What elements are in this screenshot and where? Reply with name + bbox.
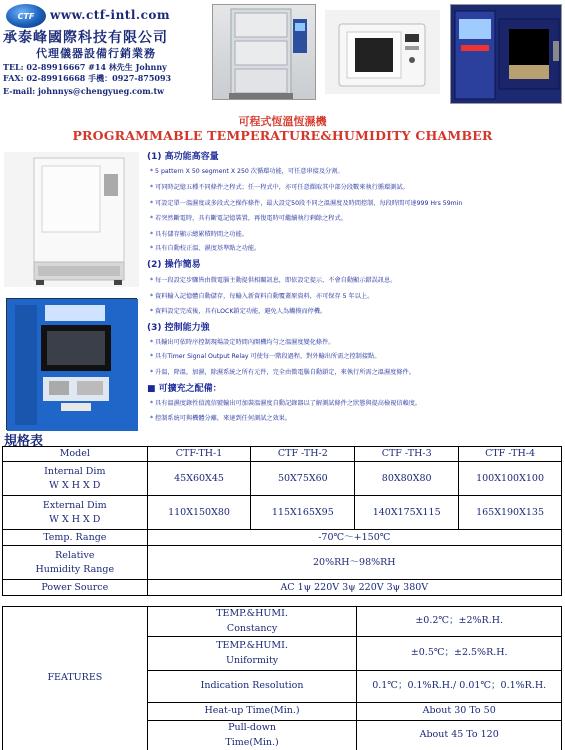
feature-value: About 45 To 120 bbox=[357, 721, 562, 750]
bullet-item: * 控制系統可與機體分離，來達到任何測試之效果。 bbox=[150, 415, 292, 422]
bullet-item: * 具有自動校正溫、濕度基準點之功能。 bbox=[150, 245, 261, 252]
table-cell: 115X165X95 bbox=[251, 496, 355, 530]
feature-value: 0.1℃；0.1%R.H./ 0.01℃；0.1%R.H. bbox=[357, 671, 562, 703]
feature-name-line: Time(Min.) bbox=[225, 736, 279, 748]
agent-line: 代理儀器設備行銷業務 bbox=[36, 47, 156, 60]
row-label-line: External Dim bbox=[42, 499, 107, 511]
section-heading-high-performance: (1) 高功能高容量 bbox=[147, 152, 219, 162]
table-cell: 45X60X45 bbox=[147, 462, 251, 496]
feature-name-line: Pull-down bbox=[228, 722, 276, 734]
table-cell: 50X75X60 bbox=[251, 462, 355, 496]
features-label: FEATURES bbox=[3, 607, 148, 750]
column-header: Model bbox=[3, 447, 148, 462]
bullet-item: * 5 pattern X 50 segment X 250 次循環功能，可任意串接及分割。 bbox=[150, 168, 344, 175]
table-cell: 80X80X80 bbox=[355, 462, 459, 496]
spec-table bbox=[2, 446, 562, 596]
row-label-line: Internal Dim bbox=[44, 465, 106, 477]
table-row bbox=[3, 546, 562, 580]
chamber-photo-blue bbox=[450, 4, 562, 104]
table-cell: 110X150X80 bbox=[147, 496, 251, 530]
bullet-item: * 具有儲存顯示總累積時間之功能。 bbox=[150, 231, 248, 238]
table-header-row bbox=[3, 447, 562, 462]
row-label bbox=[3, 462, 148, 496]
row-label: Power Source bbox=[3, 580, 148, 596]
fax-line: FAX: 02-89916668 手機：0927-875093 bbox=[3, 73, 172, 83]
table-cell: 165X190X135 bbox=[459, 496, 562, 530]
feature-name: Indication Resolution bbox=[147, 671, 357, 703]
bullet-item: * 資料設定完成後，具有LOCK鎖定功能，避免人為觸摸而停機。 bbox=[150, 308, 327, 315]
feature-name-line: TEMP.&HUMI. bbox=[216, 640, 288, 652]
bullet-item: * 每一段設定步驟皆由微電腦主動提供相關訊息，即依設定提示，不會自動顯示錯誤訊息。 bbox=[150, 277, 397, 284]
feature-name bbox=[147, 721, 357, 750]
chamber-photo-benchtop bbox=[325, 10, 440, 94]
bullet-item: * 具有溫濕度錄性值流信號輸出可加裝溫濕度自動記錄器以了解測試條件之狀態與提高檢視信賴度。 bbox=[150, 400, 422, 407]
row-label-line: W X H X D bbox=[49, 513, 101, 525]
row-label-line: Humidity Range bbox=[35, 563, 115, 575]
table-row bbox=[3, 530, 562, 546]
table-row bbox=[3, 580, 562, 596]
column-header: CTF -TH-3 bbox=[355, 447, 459, 462]
logo-text: CTF bbox=[17, 11, 35, 21]
table-cell: 100X100X100 bbox=[459, 462, 562, 496]
bullet-item: * 具輸出可依時序控制現場設定時間內開機均勻之溫濕度變化條件。 bbox=[150, 339, 335, 346]
row-label-line: W X H X D bbox=[49, 479, 101, 491]
chamber-photo-tall bbox=[212, 4, 316, 100]
bullet-item: * 若突然斷電時，具有斷電記憶裝置，再復電時可繼續執行剩餘之程式。 bbox=[150, 215, 347, 222]
row-label bbox=[3, 496, 148, 530]
feature-name-line: Uniformity bbox=[225, 654, 279, 666]
features-table bbox=[2, 606, 562, 750]
row-label: Temp. Range bbox=[3, 530, 148, 546]
table-cell: -70℃～+150℃ bbox=[147, 530, 561, 546]
table-cell: 20%RH～98%RH bbox=[147, 546, 561, 580]
email-line[interactable]: E-mail: johnnys@chengyueg.com.tw bbox=[3, 86, 165, 96]
feature-value: ±0.2℃；±2%R.H. bbox=[357, 607, 562, 637]
chamber-product-image bbox=[4, 152, 139, 287]
bullet-item: * 資料輸入記憶體自動儲存，每輸入新資料自動覆蓋原資料，亦可保存 5 年以上。 bbox=[150, 293, 374, 300]
column-header: CTF -TH-4 bbox=[459, 447, 562, 462]
section-heading-control: (3) 控制能力強 bbox=[147, 323, 210, 333]
bullet-item: * 具有Timer Signal Output Relay 可使每一階段過程，對外輸出所需之控制接點。 bbox=[150, 353, 381, 360]
company-name: 承泰峰國際科技有限公司 bbox=[3, 30, 168, 46]
website-url[interactable]: www.ctf-intl.com bbox=[50, 8, 171, 22]
column-header: CTF-TH-1 bbox=[147, 447, 251, 462]
table-row bbox=[3, 607, 562, 637]
feature-name bbox=[147, 607, 357, 637]
feature-name-line: Constancy bbox=[226, 622, 278, 634]
feature-name: Heat-up Time(Min.) bbox=[147, 703, 357, 721]
spec-table-heading: 規格表 bbox=[4, 434, 44, 449]
product-title-english: PROGRAMMABLE TEMPERATURE&HUMIDITY CHAMBER bbox=[72, 128, 493, 143]
feature-name bbox=[147, 637, 357, 671]
feature-value: About 30 To 50 bbox=[357, 703, 562, 721]
table-row bbox=[3, 462, 562, 496]
column-header: CTF -TH-2 bbox=[251, 447, 355, 462]
controller-panel-image bbox=[6, 298, 137, 430]
table-row bbox=[3, 496, 562, 530]
section-heading-optional: ■ 可擴充之配備： bbox=[147, 384, 222, 394]
table-cell: AC 1ψ 220V 3ψ 220V 3ψ 380V bbox=[147, 580, 561, 596]
section-heading-easy-operation: (2) 操作簡易 bbox=[147, 260, 201, 270]
bullet-item: * 可設定單一溫濕度或多段式之操作條件，最大設定50段不同之溫濕度及時間控制，每段時間可達999 Hrs 59min bbox=[150, 200, 463, 207]
tel-line: TEL: 02-89916667 #14 林先生 Johnny bbox=[3, 62, 167, 72]
row-label-line: Relative bbox=[55, 549, 95, 561]
feature-value: ±0.5℃；±2.5%R.H. bbox=[357, 637, 562, 671]
page-header bbox=[0, 0, 565, 108]
bullet-item: * 可同時記憶五種不同條件之程式；任一程式中，亦可任意擷取其中部分段數來執行循環測試。 bbox=[150, 184, 409, 191]
bullet-item: * 升溫，降溫，加濕，除濕系統之所有元件，完全由微電腦自動鎖定，來執行所需之溫濕度條件。 bbox=[150, 369, 415, 376]
product-title-chinese: 可程式恆溫恆濕機 bbox=[238, 115, 327, 128]
row-label bbox=[3, 546, 148, 580]
table-cell: 140X175X115 bbox=[355, 496, 459, 530]
feature-name-line: TEMP.&HUMI. bbox=[216, 608, 288, 620]
company-logo bbox=[6, 4, 46, 28]
